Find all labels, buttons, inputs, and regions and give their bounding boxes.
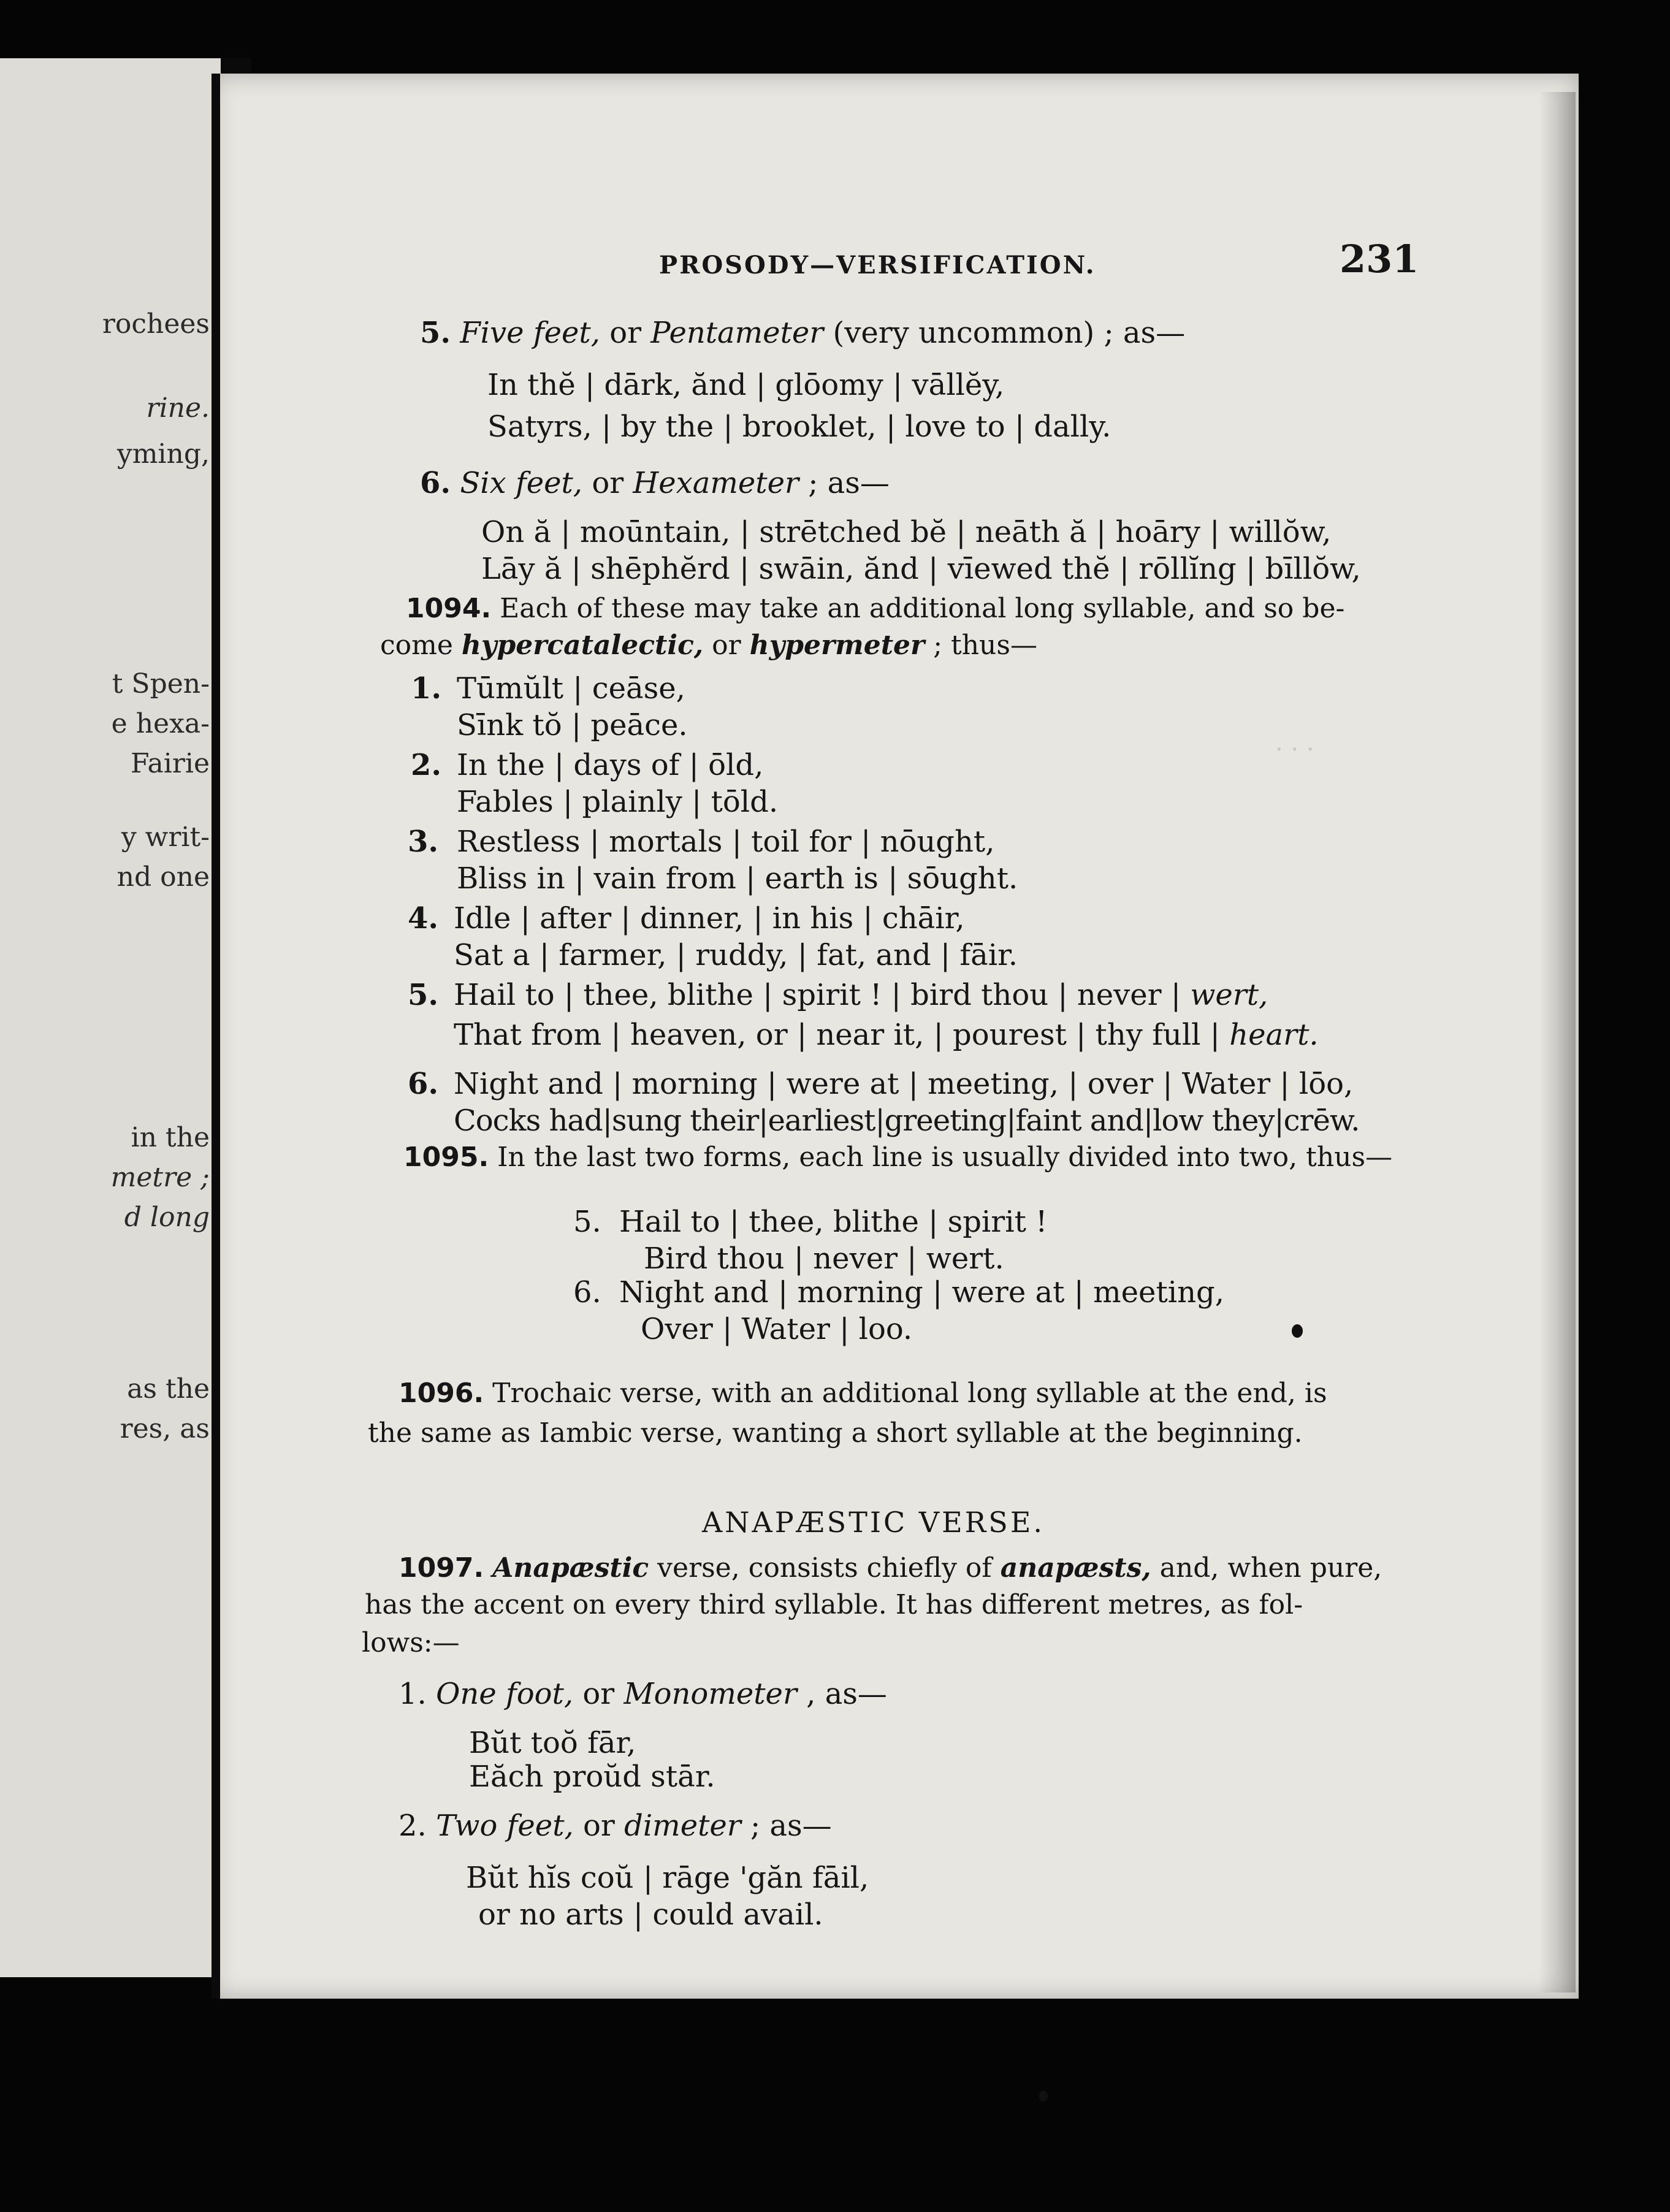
text: or <box>582 466 633 500</box>
verse-line: In the | days of | ōld, <box>457 748 764 782</box>
text: or <box>573 1809 625 1843</box>
section-heading: ANAPÆSTIC VERSE. <box>702 1506 1045 1539</box>
verse-line: Bŭt toŏ fār, <box>469 1726 636 1760</box>
verse-line: Lāy ă | shēphĕrd | swāin, ănd | vīewed thĕ | rōllĭng | bīllŏw, <box>481 552 1361 586</box>
text: and, when pure, <box>1151 1552 1382 1584</box>
item-number: 5. <box>573 1205 601 1239</box>
text: That from | heaven, or | near it, | pourest | thy full | <box>454 1018 1230 1052</box>
text: ; thus— <box>925 630 1037 661</box>
paragraph-line: lows:— <box>362 1627 460 1658</box>
term: Monometer <box>623 1677 797 1711</box>
text: , as— <box>796 1677 887 1711</box>
paragraph-line <box>403 1140 1392 1175</box>
item-number: 5. <box>408 978 439 1012</box>
running-title: PROSODY—VERSIFICATION. <box>659 251 1096 280</box>
item-number: 4. <box>408 901 439 936</box>
term: Five feet, <box>460 316 600 350</box>
facing-line: in the <box>131 1122 210 1153</box>
paragraph-line <box>398 1376 1327 1411</box>
text: Trochaic verse, with an additional long syllable at the end, is <box>484 1378 1327 1409</box>
term: anapæsts, <box>1000 1552 1151 1584</box>
term: dimeter <box>624 1809 741 1843</box>
verse-line: Eăch proŭd stār. <box>469 1760 715 1794</box>
page-shadow <box>1539 92 1576 1993</box>
text: come <box>380 630 462 661</box>
text: or <box>573 1677 624 1711</box>
verse-line <box>454 1018 1319 1052</box>
meter-item <box>420 316 1185 350</box>
page-edge <box>212 74 220 1999</box>
item-number: 2. <box>411 748 442 782</box>
item-number: 6. <box>573 1275 601 1310</box>
facing-line: e hexa- <box>111 708 210 739</box>
verse-line: On ă | moūntain, | strētched bĕ | neāth ă | hoāry | willŏw, <box>481 515 1332 549</box>
verse-line: Sīnk tŏ | peāce. <box>457 708 688 742</box>
ink-spot <box>1039 2091 1048 2102</box>
verse-line: Bird thou | never | wert. <box>644 1241 1004 1276</box>
facing-line: y writ- <box>121 822 210 853</box>
text: Hail to | thee, blithe | spirit ! | bird thou | never | <box>454 978 1191 1012</box>
facing-line: yming, <box>116 438 210 470</box>
meter-item <box>398 1809 832 1843</box>
verse-line: Bliss in | vain from | earth is | sōught. <box>457 861 1018 896</box>
term: Six feet, <box>460 466 583 500</box>
facing-page-fragment <box>0 58 221 1977</box>
verse-line: Bŭt hĭs coŭ | rāge 'găn fāil, <box>466 1861 869 1895</box>
facing-line: d long <box>124 1202 210 1233</box>
paragraph-line <box>406 592 1344 626</box>
facing-line: metre ; <box>110 1162 210 1193</box>
term: Two feet, <box>436 1809 574 1843</box>
meter-item <box>398 1677 887 1711</box>
emphasis: wert, <box>1190 978 1268 1012</box>
text: verse, consists chiefly of <box>649 1552 1001 1584</box>
facing-line: res, as <box>120 1413 210 1444</box>
term: hypermeter <box>749 630 925 661</box>
text: or <box>703 630 750 661</box>
rule-number: 1095. <box>403 1142 489 1173</box>
verse-line: Fables | plainly | tōld. <box>457 785 779 819</box>
term: Pentameter <box>650 316 824 350</box>
rule-number: 1096. <box>398 1378 484 1409</box>
text: In the last two forms, each line is usually divided into two, thus— <box>489 1142 1393 1173</box>
paragraph-line <box>398 1551 1382 1585</box>
text: ; as— <box>798 466 890 500</box>
rule-number: 1097. <box>398 1552 484 1584</box>
verse-line <box>454 978 1268 1012</box>
paragraph-line: has the accent on every third syllable. It has different metres, as fol- <box>365 1589 1303 1620</box>
emphasis: heart. <box>1229 1018 1319 1052</box>
item-number: 6. <box>420 466 451 500</box>
term: hypercatalectic, <box>461 630 704 661</box>
verse-line: Sat a | farmer, | ruddy, | fat, and | fāir. <box>454 938 1018 972</box>
verse-line: Hail to | thee, blithe | spirit ! <box>619 1205 1048 1239</box>
term: One foot, <box>436 1677 574 1711</box>
term: Anapæstic <box>492 1552 649 1584</box>
meter-item <box>420 466 890 500</box>
verse-line: Tūmŭlt | ceāse, <box>457 671 685 706</box>
text: Each of these may take an additional long syllable, and so be- <box>491 593 1345 624</box>
item-number: 6. <box>408 1067 439 1101</box>
bleed-through: · · · <box>1275 736 1314 764</box>
item-number: 1. <box>398 1677 427 1711</box>
text: (very uncommon) ; as— <box>823 316 1186 350</box>
verse-line: Idle | after | dinner, | in his | chāir, <box>454 901 965 936</box>
page-number: 231 <box>1340 237 1419 281</box>
rule-number: 1094. <box>406 593 492 624</box>
text: ; as— <box>741 1809 832 1843</box>
item-number: 3. <box>408 825 439 859</box>
verse-line: or no arts | could avail. <box>478 1897 823 1932</box>
ink-spot <box>1292 1324 1303 1338</box>
facing-line: Fairie <box>131 748 210 779</box>
term: Hexameter <box>633 466 799 500</box>
facing-line: rine. <box>146 392 210 424</box>
verse-line: Satyrs, | by the | brooklet, | love to | dally. <box>487 410 1111 444</box>
verse-line: Cocks had|sung their|earliest|greeting|faint and|low they|crēw. <box>454 1104 1360 1138</box>
paragraph-line: the same as Iambic verse, wanting a short syllable at the beginning. <box>368 1417 1303 1449</box>
verse-line: Night and | morning | were at | meeting, <box>619 1275 1224 1310</box>
paragraph-line <box>380 628 1037 663</box>
facing-line: nd one <box>116 861 210 893</box>
item-number: 1. <box>411 671 442 706</box>
verse-line: Night and | morning | were at | meeting, | over | Water | lōo, <box>454 1067 1354 1101</box>
item-number: 2. <box>398 1809 427 1843</box>
text: or <box>600 316 651 350</box>
facing-line: t Spen- <box>112 668 210 700</box>
item-number: 5. <box>420 316 451 350</box>
verse-line: Restless | mortals | toil for | nōught, <box>457 825 995 859</box>
facing-line: as the <box>127 1373 210 1405</box>
facing-line: rochees <box>102 308 210 340</box>
verse-line: In thĕ | dārk, ănd | glōomy | vāllĕy, <box>487 368 1005 402</box>
verse-line: Over | Water | loo. <box>641 1312 913 1346</box>
